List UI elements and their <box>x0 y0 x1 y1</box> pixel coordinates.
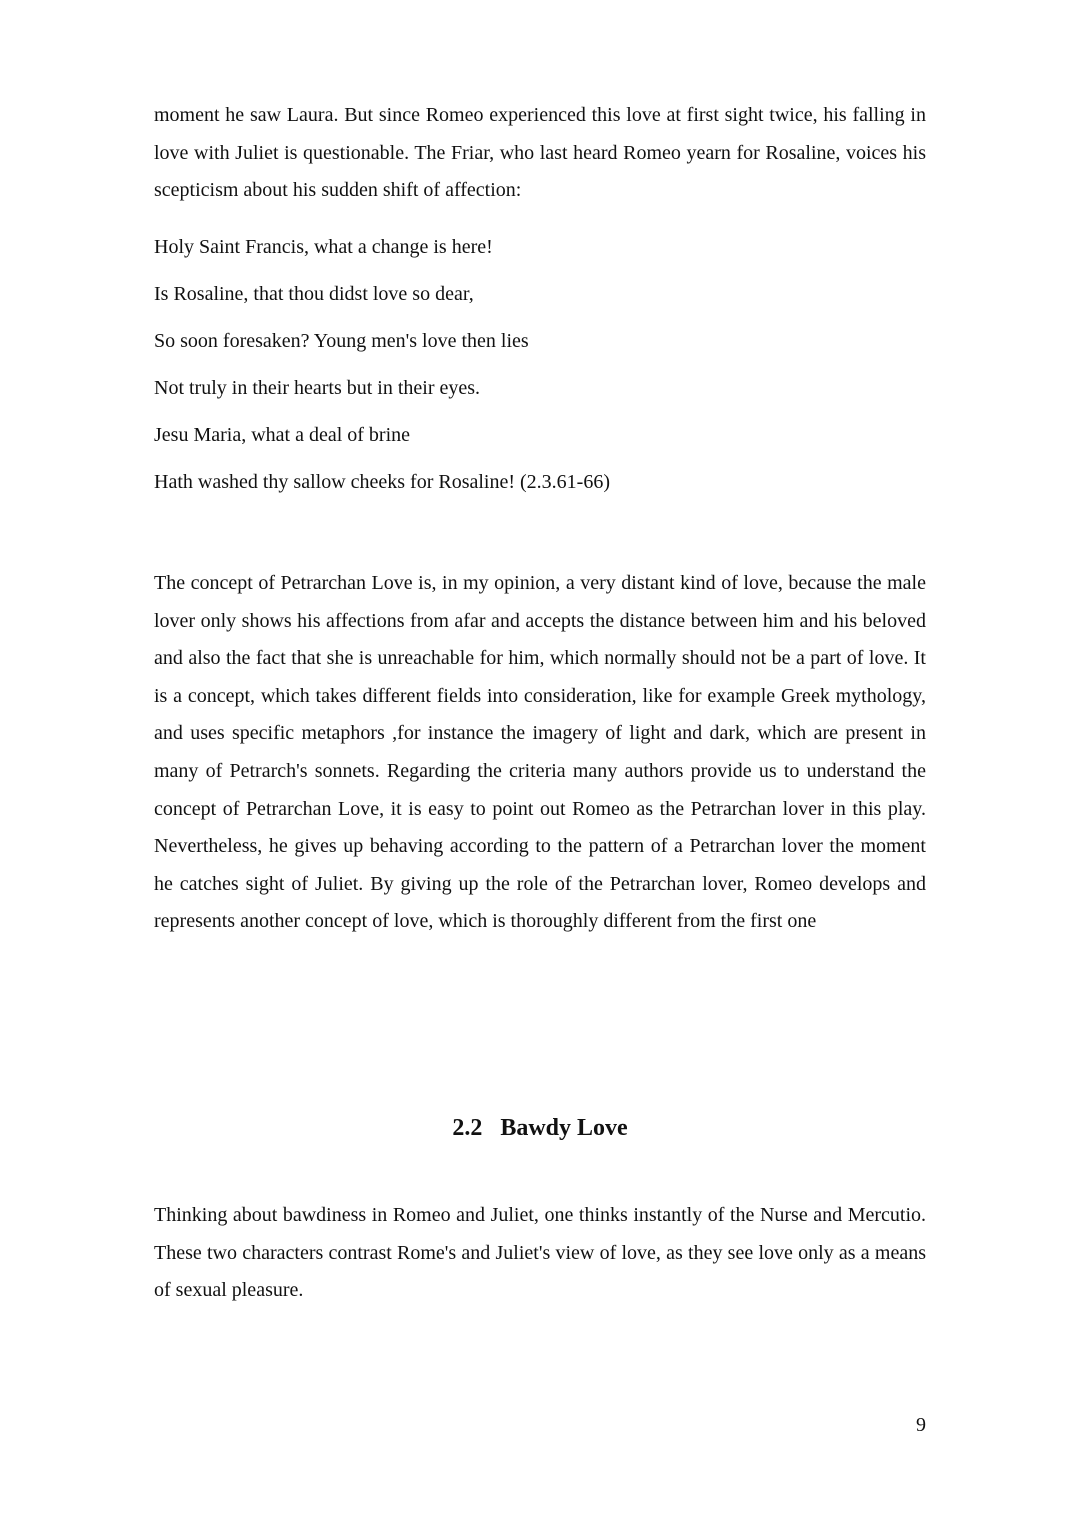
quote-line: So soon foresaken? Young men's love then lies <box>154 330 529 352</box>
quote-line: Not truly in their hearts but in their eyes. <box>154 377 481 399</box>
page-number: 9 <box>916 1414 926 1436</box>
section-number: 2.2 <box>452 1115 483 1141</box>
body-paragraph: The concept of Petrarchan Love is, in my opinion, a very distant kind of love, because the male lover only shows his affections from afar and accepts the distance between him and his beloved and also the fact that she is unreachable for him, which normally should not be a part of love. It is a concept, which takes different fields into consideration, like for example Greek mythology, and uses specific metaphors ,for instance the imagery of light and dark, which are present in many of Petrarch's sonnets. Regarding the criteria many authors provide us to understand the concept of Petrarchan Love, it is easy to point out Romeo as the Petrarchan lover in this play. Nevertheless, he gives up behaving according to the pattern of a Petrarchan lover the moment he catches sight of Juliet. By giving up the role of the Petrarchan lover, Romeo develops and represents another concept of love, which is thoroughly different from the first one <box>154 572 926 933</box>
section-heading <box>0 1108 1080 1148</box>
quote-line: Jesu Maria, what a deal of brine <box>154 424 411 446</box>
quote-line: Hath washed thy sallow cheeks for Rosaline! (2.3.61-66) <box>154 471 610 493</box>
block-quote <box>154 229 926 511</box>
section-title: Bawdy Love <box>500 1115 628 1141</box>
quote-line: Holy Saint Francis, what a change is here! <box>154 236 493 258</box>
quote-line: Is Rosaline, that thou didst love so dear, <box>154 283 474 305</box>
opening-paragraph: moment he saw Laura. But since Romeo experienced this love at first sight twice, his falling in love with Juliet is questionable. The Friar, who last heard Romeo yearn for Rosaline, voices his scepticism about his sudden shift of affection: <box>154 104 926 202</box>
closing-paragraph: Thinking about bawdiness in Romeo and Juliet, one thinks instantly of the Nurse and Mercutio. These two characters contrast Rome's and Juliet's view of love, as they see love only as a means of sexual pleasure. <box>154 1204 926 1302</box>
